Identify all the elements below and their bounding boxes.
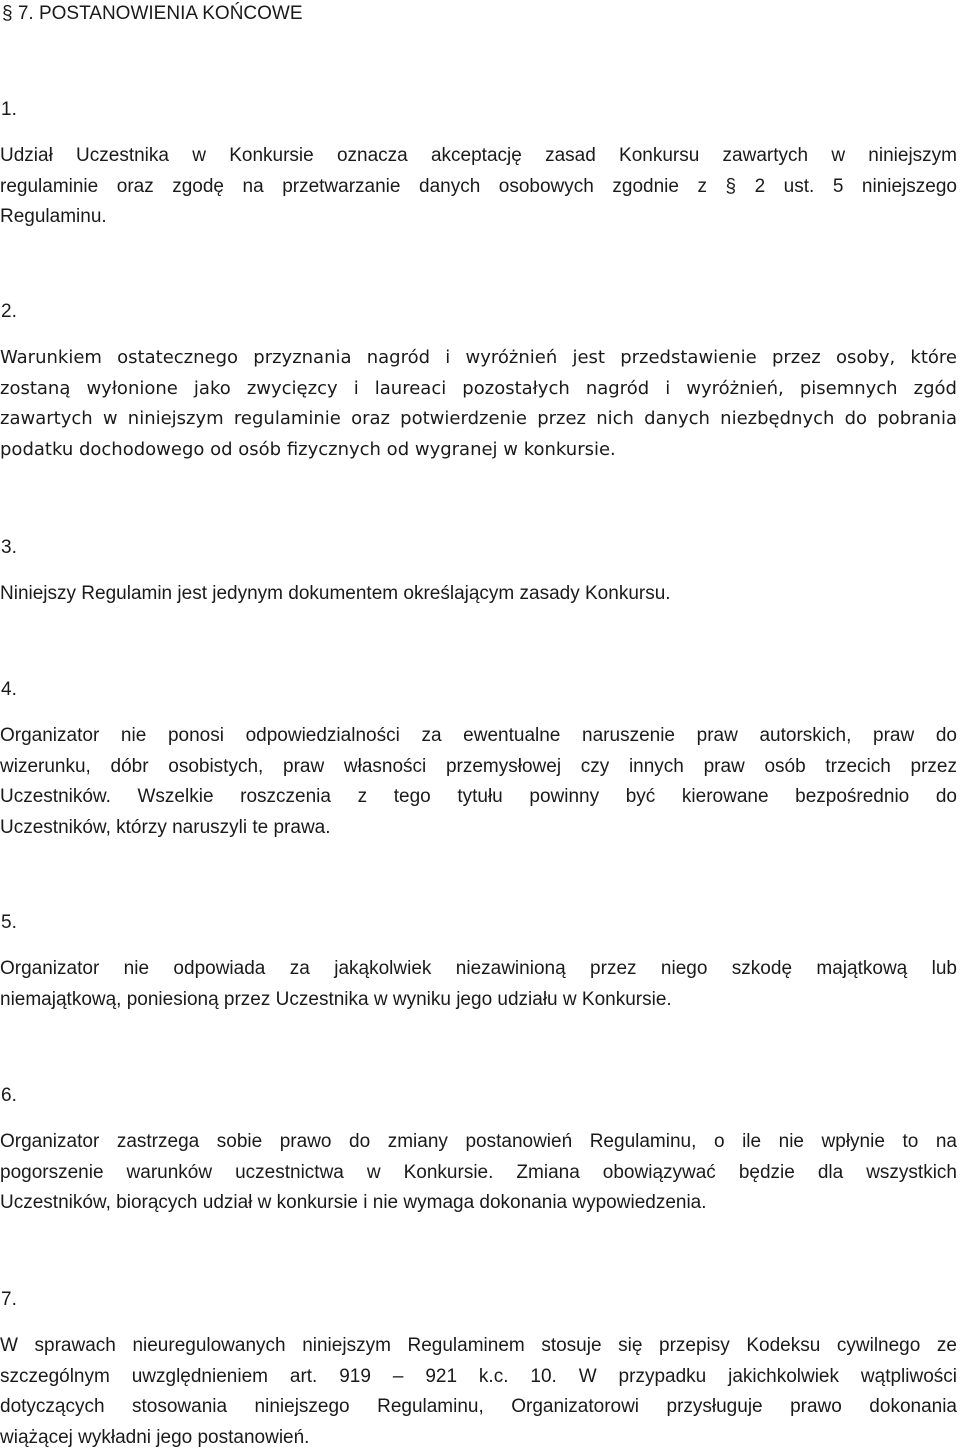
paragraph-line: W sprawach nieuregulowanych niniejszym Regulaminem stosuje się przepisy Kodeksu cywilnego ze bbox=[0, 1335, 957, 1356]
item-number-4: 4. bbox=[1, 679, 17, 700]
paragraph-line: dotyczących stosowania niniejszego Regulaminu, Organizatorowi przysługuje prawo dokonania bbox=[0, 1396, 957, 1417]
paragraph-line: szczególnym uwzględnieniem art. 919 – 921 k.c. 10. W przypadku jakichkolwiek wątpliwości bbox=[0, 1365, 957, 1387]
paragraph-line: zawartych w niniejszym regulaminie oraz potwierdzenie przez nich danych niezbędnych do pobrania bbox=[0, 408, 957, 429]
item-number-2: 2. bbox=[1, 301, 17, 322]
item-paragraph-2 bbox=[0, 343, 957, 465]
item-number-6: 6. bbox=[1, 1085, 17, 1106]
item-number-1: 1. bbox=[1, 99, 17, 120]
paragraph-line: Uczestników, biorących udział w konkursie i nie wymaga dokonania wypowiedzenia. bbox=[0, 1192, 707, 1213]
paragraph-line: Regulaminu. bbox=[0, 206, 107, 227]
paragraph-line: pogorszenie warunków uczestnictwa w Konkursie. Zmiana obowiązywać będzie dla wszystkich bbox=[0, 1161, 957, 1183]
item-paragraph-1 bbox=[0, 141, 957, 233]
paragraph-line: Niniejszy Regulamin jest jedynym dokumentem określającym zasady Konkursu. bbox=[0, 583, 671, 604]
item-paragraph-3 bbox=[0, 579, 957, 610]
item-paragraph-7 bbox=[0, 1331, 957, 1453]
item-number-3: 3. bbox=[1, 537, 17, 558]
paragraph-line: Organizator nie odpowiada za jakąkolwiek niezawinioną przez niego szkodę majątkową lub bbox=[0, 958, 957, 979]
item-number-5: 5. bbox=[1, 912, 17, 933]
item-paragraph-5 bbox=[0, 954, 957, 1015]
paragraph-line: wiążącej wykładni jego postanowień. bbox=[0, 1426, 310, 1448]
paragraph-line: wizerunku, dóbr osobistych, praw własności przemysłowej czy innych praw osób trzecich przez bbox=[0, 755, 957, 777]
paragraph-line: Organizator nie ponosi odpowiedzialności za ewentualne naruszenie praw autorskich, praw do bbox=[0, 725, 957, 746]
paragraph-line: regulaminie oraz zgodę na przetwarzanie danych osobowych zgodnie z § 2 ust. 5 niniejszego bbox=[0, 175, 957, 197]
paragraph-line: niemajątkową, poniesioną przez Uczestnika w wyniku jego udziału w Konkursie. bbox=[0, 988, 672, 1010]
paragraph-line: Udział Uczestnika w Konkursie oznacza akceptację zasad Konkursu zawartych w niniejszym bbox=[0, 145, 957, 166]
paragraph-line: Warunkiem ostatecznego przyznania nagród i wyróżnień jest przedstawienie przez osoby, które bbox=[0, 347, 957, 368]
item-paragraph-4 bbox=[0, 721, 957, 843]
section-heading: § 7. POSTANOWIENIA KOŃCOWE bbox=[2, 3, 303, 24]
item-paragraph-6 bbox=[0, 1127, 957, 1219]
paragraph-line: Uczestników. Wszelkie roszczenia z tego tytułu powinny być kierowane bezpośrednio do bbox=[0, 786, 957, 807]
paragraph-line: Organizator zastrzega sobie prawo do zmiany postanowień Regulaminu, o ile nie wpłynie to na bbox=[0, 1131, 957, 1152]
paragraph-line: zostaną wyłonione jako zwycięzcy i laureaci pozostałych nagród i wyróżnień, pisemnych zgód bbox=[0, 377, 957, 399]
paragraph-line: Uczestników, którzy naruszyli te prawa. bbox=[0, 816, 331, 838]
item-number-7: 7. bbox=[1, 1289, 17, 1310]
paragraph-line: podatku dochodowego od osób fizycznych od wygranej w konkursie. bbox=[0, 438, 616, 460]
